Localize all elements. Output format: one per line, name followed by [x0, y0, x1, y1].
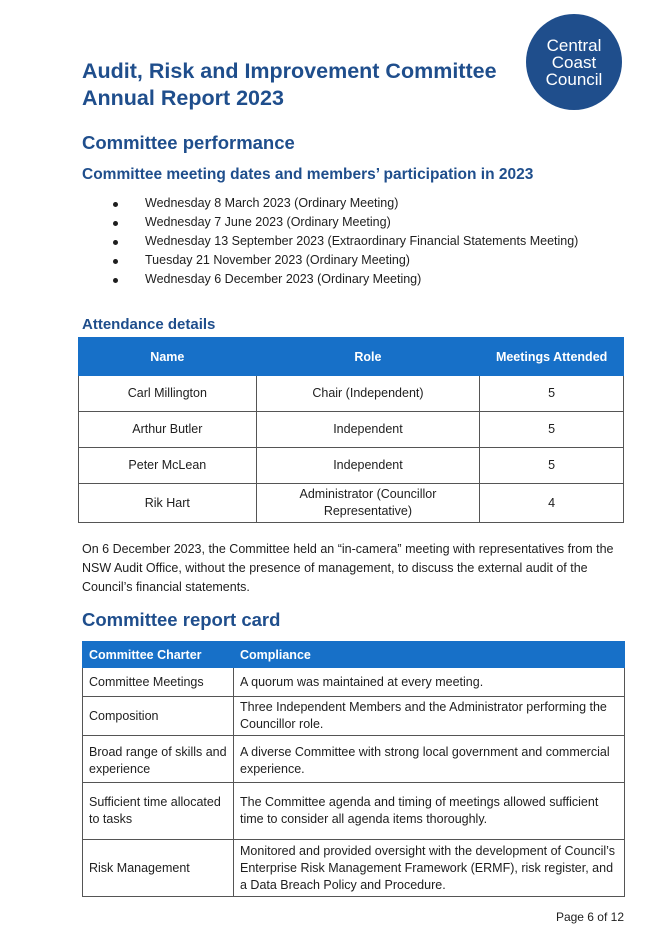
- table-row: [83, 668, 625, 697]
- charter-item: Risk Management: [83, 840, 234, 897]
- member-name: Rik Hart: [79, 484, 257, 523]
- compliance-text: A diverse Committee with strong local government and commercial experience.: [234, 736, 625, 783]
- attendance-table: [78, 337, 624, 523]
- meetings-attended: 5: [480, 376, 624, 412]
- meeting-date-item: Wednesday 13 September 2023 (Extraordinary Financial Statements Meeting): [108, 232, 578, 251]
- table-row: [83, 697, 625, 736]
- member-name: Carl Millington: [79, 376, 257, 412]
- column-header-meetings-attended: Meetings Attended: [480, 338, 624, 376]
- meeting-dates-heading: Committee meeting dates and members’ participation in 2023: [82, 166, 534, 183]
- member-role: Chair (Independent): [256, 376, 480, 412]
- table-row: [79, 484, 624, 523]
- table-row: [79, 376, 624, 412]
- meetings-attended: 4: [480, 484, 624, 523]
- meeting-date-item: Wednesday 7 June 2023 (Ordinary Meeting): [108, 213, 578, 232]
- member-name: Peter McLean: [79, 448, 257, 484]
- charter-item: Broad range of skills and experience: [83, 736, 234, 783]
- column-header-compliance: Compliance: [234, 642, 625, 668]
- meetings-attended: 5: [480, 448, 624, 484]
- meeting-date-item: Tuesday 21 November 2023 (Ordinary Meeting): [108, 251, 578, 270]
- committee-report-card-heading: Committee report card: [82, 609, 281, 630]
- compliance-text: Three Independent Members and the Administrator performing the Councillor role.: [234, 697, 625, 736]
- compliance-text: The Committee agenda and timing of meetings allowed sufficient time to consider all agenda items thoroughly.: [234, 783, 625, 840]
- column-header-committee-charter: Committee Charter: [83, 642, 234, 668]
- central-coast-council-logo: [526, 14, 622, 110]
- table-row: [83, 840, 625, 897]
- report-card-table: [82, 641, 625, 897]
- meeting-dates-list: [108, 194, 578, 289]
- committee-performance-heading: Committee performance: [82, 132, 295, 153]
- compliance-text: Monitored and provided oversight with the development of Council’s Enterprise Risk Management Framework (ERMF), risk register, and a Data Breach Policy and Procedure.: [234, 840, 625, 897]
- meeting-date-item: Wednesday 6 December 2023 (Ordinary Meeting): [108, 270, 578, 289]
- attendance-table-header-row: [79, 338, 624, 376]
- compliance-text: A quorum was maintained at every meeting.: [234, 668, 625, 697]
- table-row: [79, 412, 624, 448]
- table-row: [83, 736, 625, 783]
- logo-text-line2: Coast: [551, 52, 597, 72]
- meeting-date-item: Wednesday 8 March 2023 (Ordinary Meeting): [108, 194, 578, 213]
- report-title-line1: Audit, Risk and Improvement Committee: [82, 59, 497, 83]
- charter-item: Committee Meetings: [83, 668, 234, 697]
- charter-item: Sufficient time allocated to tasks: [83, 783, 234, 840]
- meetings-attended: 5: [480, 412, 624, 448]
- member-name: Arthur Butler: [79, 412, 257, 448]
- table-row: [83, 783, 625, 840]
- member-role: Independent: [256, 448, 480, 484]
- in-camera-meeting-paragraph: On 6 December 2023, the Committee held an “in-camera” meeting with representatives from the NSW Audit Office, without the presence of management, to discuss the external audit of the Council’s financial statements.: [82, 542, 614, 594]
- table-row: [79, 448, 624, 484]
- charter-item: Composition: [83, 697, 234, 736]
- page-number: Page 6 of 12: [555, 910, 624, 924]
- logo-text-line3: Council: [545, 69, 603, 89]
- member-role: Administrator (Councillor Representative): [256, 484, 480, 523]
- logo-text-line1: Central: [546, 35, 602, 55]
- column-header-name: Name: [79, 338, 257, 376]
- report-card-header-row: [83, 642, 625, 668]
- report-title: [82, 58, 497, 112]
- attendance-details-heading: Attendance details: [82, 316, 216, 333]
- member-role: Independent: [256, 412, 480, 448]
- report-title-line2: Annual Report 2023: [82, 86, 284, 110]
- column-header-role: Role: [256, 338, 480, 376]
